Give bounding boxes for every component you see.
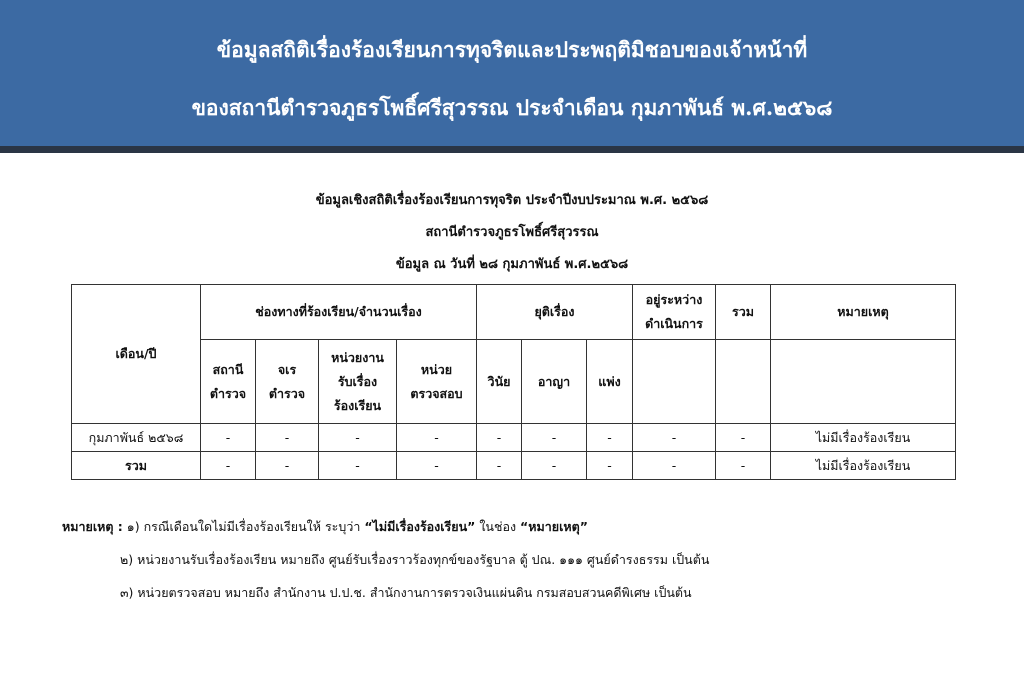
table-cell: - — [477, 424, 522, 452]
header-in-progress — [633, 285, 716, 340]
note-1-highlight-2: “หมายเหตุ” — [520, 519, 588, 534]
table-cell: - — [587, 452, 633, 480]
table-cell: - — [587, 424, 633, 452]
header-remark-empty — [771, 340, 956, 424]
header-month: เดือน/ปี — [72, 285, 201, 424]
header-audit-unit-line1: หน่วย — [420, 361, 453, 377]
table-cell: - — [319, 452, 397, 480]
page-title-line1: ข้อมูลสถิติเรื่องร้องเรียนการทุจริตและประพฤติมิชอบของเจ้าหน้าที่ — [216, 37, 808, 62]
table-cell: - — [522, 424, 587, 452]
note-label: หมายเหตุ : — [62, 519, 123, 534]
table-cell: - — [477, 452, 522, 480]
note-3: ๓) หน่วยตรวจสอบ หมายถึง สำนักงาน ป.ป.ช. สำนักงานการตรวจเงินแผ่นดิน กรมสอบสวนคดีพิเศษ เป็นต้น — [120, 585, 692, 600]
row-month-label: กุมภาพันธ์ ๒๕๖๘ — [72, 424, 201, 452]
header-patrol-police-line1: จเร — [277, 361, 297, 377]
header-civil: แพ่ง — [587, 340, 633, 424]
table-row-total — [72, 452, 956, 480]
header-criminal: อาญา — [522, 340, 587, 424]
note-1-highlight-1: “ไม่มีเรื่องร้องเรียน” — [364, 519, 476, 534]
note-2: ๒) หน่วยงานรับเรื่องร้องเรียน หมายถึง ศูนย์รับเรื่องราวร้องทุกข์ของรัฐบาล ตู้ ปณ. ๑๑๑ ศูนย์ดำรงธรรม เป็นต้น — [120, 552, 710, 567]
table-row — [72, 424, 956, 452]
note-1-mid: ในช่อง — [475, 519, 521, 534]
header-complaint-unit-line1: หน่วยงาน — [331, 349, 384, 365]
header-total-empty — [716, 340, 771, 424]
row-remark: ไม่มีเรื่องร้องเรียน — [771, 424, 956, 452]
table-cell: - — [716, 424, 771, 452]
note-1-text: ๑) กรณีเดือนใดไม่มีเรื่องร้องเรียนให้ ระบุว่า — [122, 519, 365, 534]
header-patrol-police-line2: ตำรวจ — [268, 385, 306, 401]
row-remark: ไม่มีเรื่องร้องเรียน — [771, 452, 956, 480]
page-title-line2: ของสถานีตำรวจภูธรโพธิ์ศรีสุวรรณ ประจำเดือน กุมภาพันธ์ พ.ศ.๒๕๖๘ — [191, 95, 833, 120]
table-cell: - — [633, 452, 716, 480]
header-remark: หมายเหตุ — [771, 285, 956, 340]
table-cell: - — [201, 424, 256, 452]
table-cell: - — [319, 424, 397, 452]
header-police-station-line1: สถานี — [212, 361, 244, 377]
header-in-progress-empty — [633, 340, 716, 424]
note-1 — [62, 517, 588, 537]
header-police-station — [201, 340, 256, 424]
table-cell: - — [522, 452, 587, 480]
header-divider — [0, 146, 1024, 153]
table-cell: - — [633, 424, 716, 452]
row-total-label: รวม — [72, 452, 201, 480]
data-date: ข้อมูล ณ วันที่ ๒๘ กุมภาพันธ์ พ.ศ.๒๕๖๘ — [395, 257, 629, 272]
header-total: รวม — [716, 285, 771, 340]
header-in-progress-line1: อยู่ระหว่าง — [645, 292, 703, 307]
header-complaint-unit — [319, 340, 397, 424]
header-in-progress-line2: ดำเนินการ — [645, 316, 703, 331]
header-disciplinary: วินัย — [477, 340, 522, 424]
header-complaint-unit-line2: รับเรื่อง — [337, 373, 378, 389]
complaint-stats-table — [71, 284, 956, 480]
table-cell: - — [397, 424, 477, 452]
header-closed: ยุติเรื่อง — [477, 285, 633, 340]
table-cell: - — [256, 424, 319, 452]
table-cell: - — [256, 452, 319, 480]
table-cell: - — [201, 452, 256, 480]
header-complaint-unit-line3: ร้องเรียน — [333, 397, 382, 413]
station-name: สถานีตำรวจภูธรโพธิ์ศรีสุวรรณ — [425, 225, 599, 240]
table-cell: - — [397, 452, 477, 480]
header-audit-unit-line2: ตรวจสอบ — [410, 385, 463, 401]
table-cell: - — [716, 452, 771, 480]
header-patrol-police — [256, 340, 319, 424]
header-channels: ช่องทางที่ร้องเรียน/จำนวนเรื่อง — [201, 285, 477, 340]
header-audit-unit — [397, 340, 477, 424]
report-title: ข้อมูลเชิงสถิติเรื่องร้องเรียนการทุจริต ประจำปีงบประมาณ พ.ศ. ๒๕๖๘ — [315, 193, 709, 208]
header-police-station-line2: ตำรวจ — [209, 385, 247, 401]
